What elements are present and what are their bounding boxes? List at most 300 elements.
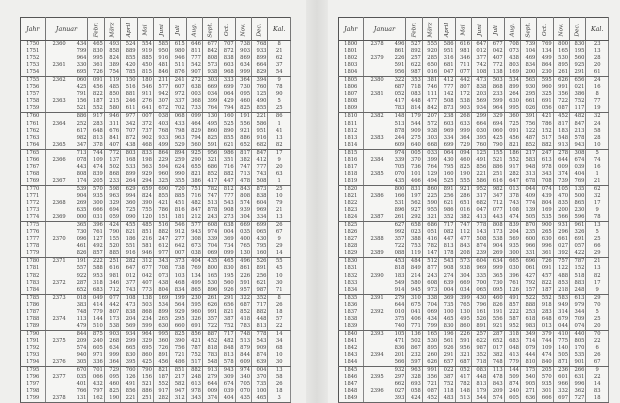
value-cell: 951 xyxy=(252,128,268,135)
value-cell: 578 xyxy=(219,359,235,367)
year-cell: 1808 xyxy=(339,98,364,105)
year-cell: 1837 xyxy=(339,309,364,316)
value-cell: 311 xyxy=(104,121,120,128)
januar-prefix-cell: 2364 xyxy=(52,120,66,127)
value-cell: 413 xyxy=(504,352,520,359)
value-cell: 259 xyxy=(170,157,186,164)
value-cell: 485 xyxy=(104,84,120,91)
kal-cell: 30 xyxy=(268,280,291,287)
value-cell: 830 xyxy=(121,352,137,359)
value-cell: 372 xyxy=(137,121,153,128)
value-cell: 647 xyxy=(504,178,520,186)
januar-prefix-cell xyxy=(363,229,391,236)
value-cell: 847 xyxy=(570,121,586,128)
januar-prefix-cell xyxy=(45,381,73,388)
januar-prefix-cell: 2386 xyxy=(370,192,384,199)
value-cell: 168 xyxy=(121,157,137,164)
value-cell: 181 xyxy=(170,214,186,222)
value-cell: 563 xyxy=(137,164,153,171)
value-cell: 777 xyxy=(186,55,202,62)
januar-prefix-cell: 2392 xyxy=(370,308,384,315)
januar-prefix-cell xyxy=(45,164,73,171)
value-cell: 570 xyxy=(88,185,104,193)
year-cell: 1810 xyxy=(339,113,364,121)
value-cell: 195 xyxy=(570,48,586,55)
value-cell: 849 xyxy=(406,265,422,272)
table-row xyxy=(21,395,291,403)
value-cell: 356 xyxy=(553,91,569,98)
value-cell: 882 xyxy=(537,142,553,150)
value-cell: 921 xyxy=(235,128,251,135)
value-cell: 777 xyxy=(439,84,455,91)
column-header-april: April xyxy=(121,18,137,41)
value-cell: 172 xyxy=(455,91,471,98)
value-cell: 864 xyxy=(153,149,169,157)
kal-cell: 5 xyxy=(586,149,609,157)
value-cell: 591 xyxy=(455,338,471,345)
value-cell: 122 xyxy=(520,128,536,135)
value-cell: 465 xyxy=(252,395,268,403)
value-cell: 651 xyxy=(455,200,471,207)
value-cell: 626 xyxy=(422,359,438,367)
value-cell: 934 xyxy=(121,330,137,338)
januar-prefix-cell: 2385 xyxy=(370,170,384,177)
value-cell: 502 xyxy=(104,164,120,171)
value-cell: 860 xyxy=(455,323,471,331)
value-cell: 986 xyxy=(439,207,455,214)
year-cell: 1767 xyxy=(21,164,46,171)
value-cell: 443 xyxy=(488,214,504,222)
value-cell: 704 xyxy=(422,302,438,309)
column-header-dec: Dec. xyxy=(252,18,268,41)
value-cell: 891 xyxy=(471,323,487,331)
value-cell: 716 xyxy=(186,193,202,200)
januar-prefix-cell xyxy=(363,243,391,250)
value-cell: 582 xyxy=(170,381,186,388)
value-cell: 136 xyxy=(406,330,422,338)
value-cell: 813 xyxy=(471,381,487,388)
value-cell: 205 xyxy=(88,178,104,186)
value-cell: 221 xyxy=(252,113,268,121)
value-cell: 799 xyxy=(422,323,438,331)
year-cell: 1835 xyxy=(339,294,364,302)
value-cell: 375 xyxy=(391,316,406,323)
year-cell: 1848 xyxy=(339,388,364,395)
value-cell: 233 xyxy=(488,91,504,98)
value-cell: 434 xyxy=(422,316,438,323)
value-cell: 301 xyxy=(537,388,553,395)
table-row xyxy=(339,193,609,200)
year-cell: 1760 xyxy=(21,113,46,121)
kal-cell: 25 xyxy=(268,185,291,193)
value-cell: 542 xyxy=(186,62,202,69)
value-cell: 137 xyxy=(104,157,120,164)
value-cell: 204 xyxy=(504,229,520,236)
table-row xyxy=(21,84,291,91)
value-cell: 787 xyxy=(570,258,586,266)
value-cell: 209 xyxy=(488,388,504,395)
value-cell: 530 xyxy=(553,55,569,62)
value-cell: 505 xyxy=(520,214,536,222)
year-cell: 1756 xyxy=(21,84,46,91)
value-cell: 261 xyxy=(391,214,406,222)
value-cell: 666 xyxy=(537,395,553,403)
value-cell: 474 xyxy=(504,214,520,222)
value-cell: 991 xyxy=(553,84,569,91)
year-cell: 1841 xyxy=(339,338,364,345)
kal-cell: 78 xyxy=(586,214,609,222)
value-cell: 886 xyxy=(235,135,251,142)
table-row xyxy=(21,55,291,62)
value-cell: 748 xyxy=(73,309,88,316)
value-cell: 526 xyxy=(471,316,487,323)
value-cell: 330 xyxy=(73,62,88,69)
value-cell: 274 xyxy=(439,273,455,280)
value-cell: 803 xyxy=(121,149,137,157)
value-cell: 768 xyxy=(153,128,169,135)
value-cell: 190 xyxy=(455,171,471,178)
value-cell: 851 xyxy=(170,367,186,375)
januar-prefix-cell xyxy=(45,171,73,178)
table-header-row xyxy=(339,18,609,41)
value-cell: 769 xyxy=(570,178,586,186)
value-cell: 030 xyxy=(504,265,520,272)
value-cell: 695 xyxy=(73,69,88,77)
value-cell: 913 xyxy=(553,142,569,150)
kal-cell: 28 xyxy=(586,135,609,142)
value-cell: 013 xyxy=(537,323,553,331)
value-cell: 608 xyxy=(422,280,438,287)
value-cell: 521 xyxy=(488,157,504,164)
value-cell: 042 xyxy=(488,48,504,55)
value-cell: 540 xyxy=(520,374,536,381)
value-cell: 230 xyxy=(186,294,202,302)
value-cell: 992 xyxy=(391,229,406,236)
value-cell: 821 xyxy=(186,171,202,178)
value-cell: 374 xyxy=(202,395,218,403)
januar-prefix-cell: 2391 xyxy=(370,294,384,301)
value-cell: 215 xyxy=(104,98,120,105)
value-cell: 626 xyxy=(553,77,569,85)
value-cell: 638 xyxy=(186,84,202,91)
kal-cell: 29 xyxy=(586,294,609,302)
table-row xyxy=(339,345,609,352)
column-header-juni: Juni xyxy=(153,18,169,41)
year-cell: 1844 xyxy=(339,359,364,367)
value-cell: 752 xyxy=(570,98,586,105)
value-cell: 825 xyxy=(104,388,120,395)
kal-cell: 1 xyxy=(268,178,291,186)
value-cell: 583 xyxy=(553,294,569,302)
value-cell: 694 xyxy=(104,207,120,214)
value-cell: 872 xyxy=(219,48,235,55)
value-cell: 328 xyxy=(406,374,422,381)
year-cell: 1782 xyxy=(21,273,46,280)
value-cell: 995 xyxy=(88,55,104,62)
januar-prefix-cell: 2366 xyxy=(52,156,66,163)
value-cell: 624 xyxy=(170,164,186,171)
value-cell: 734 xyxy=(219,243,235,250)
value-cell: 420 xyxy=(121,62,137,69)
value-cell: 211 xyxy=(153,77,169,85)
value-cell: 007 xyxy=(137,113,153,121)
value-cell: 455 xyxy=(121,222,137,230)
value-cell: 404 xyxy=(186,258,202,266)
value-cell: 737 xyxy=(137,128,153,135)
value-cell: 747 xyxy=(202,193,218,200)
year-cell: 1783 xyxy=(21,280,46,287)
januar-prefix-cell: 2360 xyxy=(52,41,66,47)
value-cell: 707 xyxy=(219,41,235,49)
value-cell: 335 xyxy=(471,273,487,280)
table-row xyxy=(339,294,609,302)
value-cell: 191 xyxy=(73,258,88,266)
value-cell: 268 xyxy=(104,338,120,345)
value-cell: 482 xyxy=(186,200,202,207)
value-cell: 148 xyxy=(391,113,406,121)
value-cell: 257 xyxy=(471,330,487,338)
value-cell: 865 xyxy=(186,287,202,295)
value-cell: 468 xyxy=(170,280,186,287)
value-cell: 569 xyxy=(121,323,137,331)
value-cell: 778 xyxy=(252,330,268,338)
value-cell: 813 xyxy=(252,323,268,331)
column-header-jahr: Jahr xyxy=(339,18,364,41)
kal-cell: 3 xyxy=(268,395,291,403)
table-row xyxy=(21,273,291,280)
value-cell: 949 xyxy=(553,302,569,309)
value-cell: 860 xyxy=(422,185,438,193)
value-cell: 127 xyxy=(88,236,104,243)
value-cell: 530 xyxy=(422,338,438,345)
value-cell: 979 xyxy=(570,302,586,309)
value-cell: 978 xyxy=(537,164,553,171)
kal-cell: 21 xyxy=(268,48,291,55)
table-body xyxy=(339,41,609,403)
value-cell: 047 xyxy=(439,69,455,77)
value-cell: 134 xyxy=(186,273,202,280)
value-cell: 152 xyxy=(570,265,586,272)
value-cell: 899 xyxy=(121,171,137,178)
value-cell: 800 xyxy=(553,41,569,49)
value-cell: 955 xyxy=(422,207,438,214)
column-header-febr: Febr. xyxy=(88,18,104,41)
value-cell: 811 xyxy=(186,48,202,55)
value-cell: 752 xyxy=(439,381,455,388)
value-cell: 935 xyxy=(537,381,553,388)
value-cell: 165 xyxy=(553,48,569,55)
value-cell: 616 xyxy=(488,178,504,186)
value-cell: 204 xyxy=(121,316,137,323)
value-cell: 595 xyxy=(186,302,202,309)
value-cell: 853 xyxy=(553,280,569,287)
table-row xyxy=(21,91,291,98)
value-cell: 604 xyxy=(252,200,268,207)
value-cell: 064 xyxy=(219,91,235,98)
value-cell: 615 xyxy=(170,41,186,49)
kal-cell: 90 xyxy=(268,91,291,98)
value-cell: 091 xyxy=(537,265,553,272)
value-cell: 968 xyxy=(219,69,235,77)
value-cell: 743 xyxy=(121,287,137,295)
value-cell: 508 xyxy=(439,98,455,105)
value-cell: 682 xyxy=(471,200,487,207)
kal-cell: 19 xyxy=(586,105,609,113)
value-cell: 963 xyxy=(406,367,422,375)
value-cell: 447 xyxy=(219,178,235,186)
year-cell: 1825 xyxy=(339,222,364,230)
value-cell: 113 xyxy=(73,316,88,323)
value-cell: 527 xyxy=(406,41,422,49)
value-cell: 170 xyxy=(570,345,586,352)
value-cell: 551 xyxy=(121,243,137,250)
value-cell: 939 xyxy=(235,207,251,214)
table-row xyxy=(21,178,291,186)
value-cell: 995 xyxy=(153,330,169,338)
value-cell: 964 xyxy=(137,330,153,338)
value-cell: 474 xyxy=(537,352,553,359)
value-cell: 603 xyxy=(219,62,235,69)
value-cell: 730 xyxy=(235,84,251,91)
year-cell: 1796 xyxy=(21,374,46,381)
value-cell: 633 xyxy=(455,121,471,128)
value-cell: 996 xyxy=(537,243,553,250)
value-cell: 208 xyxy=(455,250,471,258)
value-cell: 490 xyxy=(252,98,268,105)
value-cell: 583 xyxy=(520,157,536,164)
value-cell: 899 xyxy=(504,84,520,91)
value-cell: 483 xyxy=(439,395,455,403)
table-row xyxy=(21,338,291,345)
value-cell: 108 xyxy=(121,294,137,302)
januar-prefix-cell: 2387 xyxy=(363,214,391,222)
kal-cell: 10 xyxy=(268,352,291,359)
value-cell: 496 xyxy=(235,258,251,266)
januar-prefix-cell xyxy=(363,128,391,135)
value-cell: 713 xyxy=(235,171,251,178)
januar-prefix-cell xyxy=(45,105,73,113)
column-header-jahr: Jahr xyxy=(21,18,46,41)
value-cell: 282 xyxy=(504,171,520,178)
value-cell: 065 xyxy=(471,287,487,295)
value-cell: 517 xyxy=(186,359,202,367)
value-cell: 352 xyxy=(471,352,487,359)
value-cell: 725 xyxy=(504,121,520,128)
kal-cell: 71 xyxy=(268,287,291,295)
value-cell: 406 xyxy=(406,316,422,323)
januar-prefix-cell xyxy=(363,98,391,105)
value-cell: 669 xyxy=(235,222,251,230)
year-cell: 1807 xyxy=(339,91,364,98)
value-cell: 652 xyxy=(488,338,504,345)
value-cell: 717 xyxy=(252,302,268,309)
januar-prefix-cell xyxy=(45,48,73,55)
value-cell: 201 xyxy=(391,352,406,359)
value-cell: 418 xyxy=(235,316,251,323)
value-cell: 236 xyxy=(553,367,569,375)
value-cell: 786 xyxy=(153,207,169,214)
year-cell: 1757 xyxy=(21,91,46,98)
value-cell: 686 xyxy=(202,164,218,171)
year-cell: 1824 xyxy=(339,214,364,222)
table-row xyxy=(339,352,609,359)
value-cell: 488 xyxy=(553,273,569,280)
value-cell: 027 xyxy=(553,243,569,250)
value-cell: 195 xyxy=(219,273,235,280)
table-row xyxy=(339,105,609,113)
value-cell: 726 xyxy=(537,258,553,266)
value-cell: 995 xyxy=(504,105,520,113)
value-cell: 061 xyxy=(520,265,536,272)
value-cell: 360 xyxy=(121,200,137,207)
value-cell: 425 xyxy=(137,359,153,367)
value-cell: 035 xyxy=(73,374,88,381)
value-cell: 369 xyxy=(219,236,235,243)
year-cell: 1798 xyxy=(21,388,46,395)
januar-prefix-cell xyxy=(363,178,391,186)
value-cell: 603 xyxy=(439,121,455,128)
value-cell: 503 xyxy=(137,302,153,309)
value-cell: 261 xyxy=(202,294,218,302)
value-cell: 981 xyxy=(104,273,120,280)
value-cell: 872 xyxy=(121,135,137,142)
value-cell: 457 xyxy=(537,273,553,280)
value-cell: 950 xyxy=(153,48,169,55)
value-cell: 621 xyxy=(439,200,455,207)
value-cell: 325 xyxy=(153,178,169,186)
value-cell: 105 xyxy=(553,185,569,193)
column-header-juni: Juni xyxy=(471,18,487,41)
value-cell: 005 xyxy=(406,149,422,157)
value-cell: 535 xyxy=(570,352,586,359)
kal-cell: 10 xyxy=(268,193,291,200)
value-cell: 251 xyxy=(488,171,504,178)
value-cell: 394 xyxy=(252,77,268,85)
value-cell: 752 xyxy=(186,352,202,359)
table-row xyxy=(339,338,609,345)
value-cell: 726 xyxy=(153,345,169,352)
value-cell: 508 xyxy=(471,236,487,243)
value-cell: 772 xyxy=(104,149,120,157)
table-row xyxy=(339,236,609,243)
table-header-row xyxy=(21,18,291,41)
value-cell: 881 xyxy=(121,91,137,98)
value-cell: 890 xyxy=(219,128,235,135)
value-cell: 786 xyxy=(537,121,553,128)
value-cell: 034 xyxy=(455,287,471,295)
value-cell: 082 xyxy=(439,229,455,236)
value-cell: 539 xyxy=(73,185,88,193)
value-cell: 257 xyxy=(406,55,422,62)
value-cell: 486 xyxy=(170,359,186,367)
value-cell: 957 xyxy=(235,287,251,295)
januar-prefix-cell xyxy=(363,69,391,77)
value-cell: 699 xyxy=(252,222,268,230)
value-cell: 543 xyxy=(439,258,455,266)
value-cell: 438 xyxy=(153,280,169,287)
value-cell: 691 xyxy=(570,236,586,243)
calendar-table-1750-1799 xyxy=(20,17,291,403)
value-cell: 337 xyxy=(170,98,186,105)
value-cell: 083 xyxy=(471,367,487,375)
value-cell: 070 xyxy=(391,171,406,178)
table-row xyxy=(21,345,291,352)
year-cell: 1818 xyxy=(339,171,364,178)
value-cell: 907 xyxy=(186,69,202,77)
value-cell: 268 xyxy=(455,113,471,121)
table-row xyxy=(21,185,291,193)
januar-prefix-cell xyxy=(45,135,73,142)
